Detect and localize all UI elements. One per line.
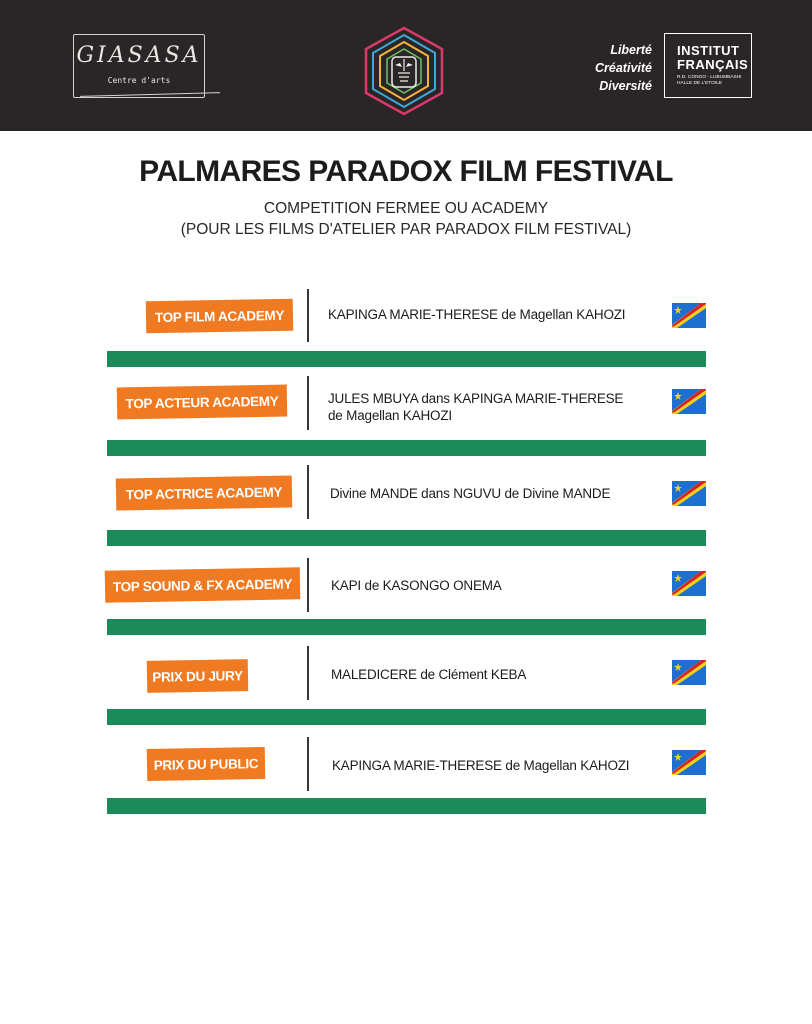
drc-flag-icon <box>672 571 706 596</box>
giasasa-wordmark: GIASASA <box>76 43 202 68</box>
green-separator-bar <box>107 709 706 725</box>
winner-line1: KAPI de KASONGO ONEMA <box>331 578 502 593</box>
festival-mask-logo-icon <box>362 25 446 117</box>
giasasa-subtitle: Centre d'arts <box>107 76 171 85</box>
row-divider <box>307 376 309 430</box>
award-category-label: PRIX DU JURY <box>147 659 249 693</box>
giasasa-logo <box>73 34 205 98</box>
green-separator-bar <box>107 351 706 367</box>
page-title: PALMARES PARADOX FILM FESTIVAL <box>139 155 673 188</box>
winner-line1: JULES MBUYA dans KAPINGA MARIE-THERESE <box>328 391 624 406</box>
header-bar <box>0 0 812 131</box>
award-category-label: TOP SOUND & FX ACADEMY <box>105 567 301 602</box>
winner-line1: KAPINGA MARIE-THERESE de Magellan KAHOZI <box>328 307 626 322</box>
page-subtitle-line2: (POUR LES FILMS D'ATELIER PAR PARADOX FILM FESTIVAL) <box>180 221 632 238</box>
award-category-label: PRIX DU PUBLIC <box>147 747 266 781</box>
motto-creativite: Créativité <box>595 61 652 75</box>
award-winner <box>328 390 623 424</box>
award-winner <box>332 757 629 774</box>
motto-liberte: Liberté <box>610 43 652 57</box>
drc-flag-icon <box>672 481 706 506</box>
winner-line2: de Magellan KAHOZI <box>328 408 452 423</box>
green-separator-bar <box>107 619 706 635</box>
if-line3: R.D. CONGO - LUBUMBASHI <box>677 75 742 80</box>
green-separator-bar <box>107 798 706 814</box>
award-winner <box>330 485 610 502</box>
winner-line1: Divine MANDE dans NGUVU de Divine MANDE <box>330 486 611 501</box>
winner-line1: MALEDICERE de Clément KEBA <box>331 667 527 682</box>
if-line1: INSTITUT <box>677 43 740 58</box>
row-divider <box>307 646 309 700</box>
drc-flag-icon <box>672 660 706 685</box>
award-winner <box>331 666 526 683</box>
if-line4: HALLE DE L'ETOILE <box>677 81 723 86</box>
award-category-label: TOP ACTRICE ACADEMY <box>116 475 293 510</box>
page-subtitle-line1: COMPETITION FERMEE OU ACADEMY <box>263 200 549 217</box>
row-divider <box>307 465 309 519</box>
motto-diversite: Diversité <box>599 79 652 93</box>
award-category-label: TOP ACTEUR ACADEMY <box>117 385 288 420</box>
green-separator-bar <box>107 530 706 546</box>
if-line2: FRANÇAIS <box>677 57 749 72</box>
award-category-label: TOP FILM ACADEMY <box>146 299 294 334</box>
institut-francais-logo <box>664 33 752 98</box>
row-divider <box>307 289 309 342</box>
award-winner <box>331 577 502 594</box>
green-separator-bar <box>107 440 706 456</box>
row-divider <box>307 737 309 791</box>
award-winner <box>328 306 625 323</box>
giasasa-underline <box>80 92 220 97</box>
drc-flag-icon <box>672 750 706 775</box>
drc-flag-icon <box>672 303 706 328</box>
winner-line1: KAPINGA MARIE-THERESE de Magellan KAHOZI <box>332 758 630 773</box>
drc-flag-icon <box>672 389 706 414</box>
row-divider <box>307 558 309 612</box>
motto <box>595 41 652 95</box>
if-location <box>677 75 747 87</box>
